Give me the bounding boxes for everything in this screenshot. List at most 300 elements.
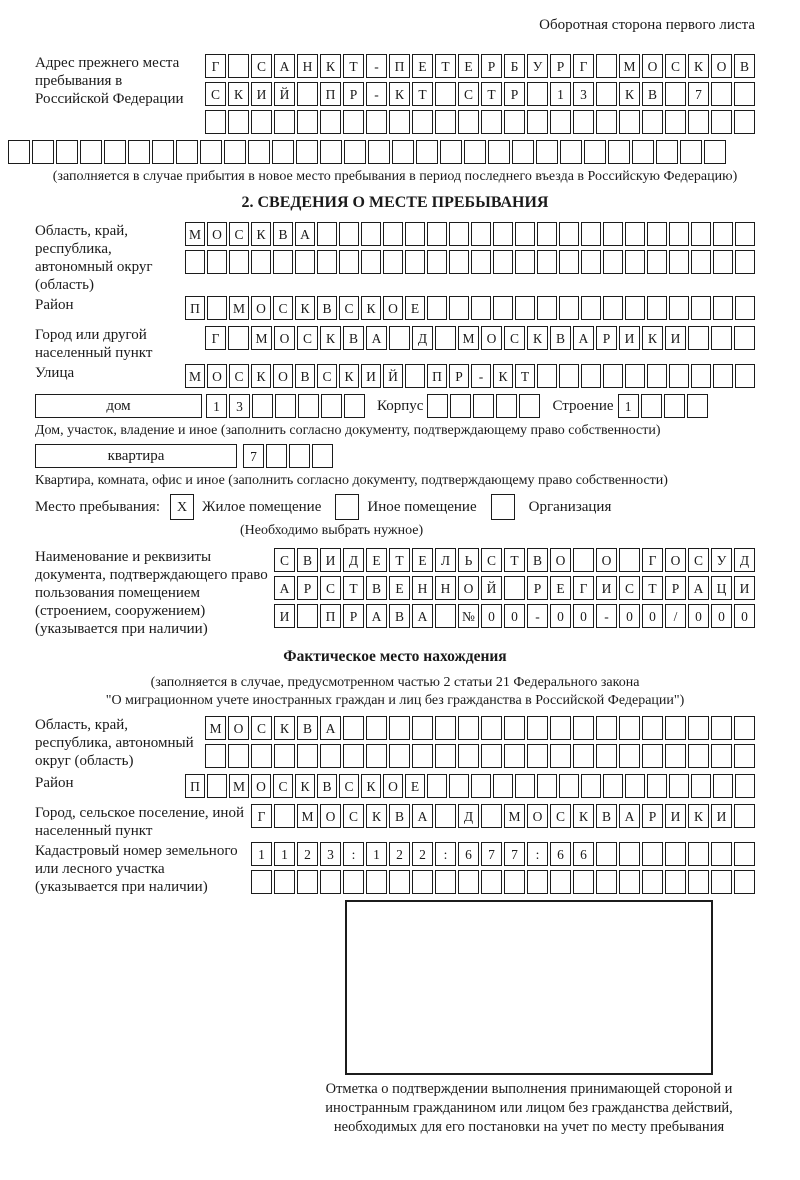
char-cell[interactable]: С (550, 804, 571, 828)
char-cell[interactable] (581, 222, 601, 246)
char-cell[interactable]: К (274, 716, 295, 740)
char-cell[interactable] (550, 110, 571, 134)
char-cell[interactable] (559, 364, 579, 388)
char-cell[interactable]: А (366, 326, 387, 350)
char-cell[interactable]: К (527, 326, 548, 350)
char-cell[interactable]: Т (642, 576, 663, 600)
char-cell[interactable] (704, 140, 726, 164)
char-cell[interactable] (656, 140, 678, 164)
char-cell[interactable]: Р (550, 54, 571, 78)
char-cell[interactable]: № (458, 604, 479, 628)
char-cell[interactable]: В (389, 604, 410, 628)
apartment-type-box[interactable]: квартира (35, 444, 237, 468)
char-cell[interactable]: А (366, 604, 387, 628)
char-cell[interactable] (581, 296, 601, 320)
char-cell[interactable]: О (383, 296, 403, 320)
char-cell[interactable] (317, 222, 337, 246)
char-cell[interactable]: С (273, 296, 293, 320)
char-cell[interactable] (343, 716, 364, 740)
char-cell[interactable]: 1 (206, 394, 227, 418)
char-cell[interactable]: П (185, 774, 205, 798)
char-cell[interactable]: К (320, 326, 341, 350)
char-cell[interactable] (383, 250, 403, 274)
char-cell[interactable] (735, 250, 755, 274)
char-cell[interactable] (405, 364, 425, 388)
char-cell[interactable]: В (343, 326, 364, 350)
char-cell[interactable]: 0 (504, 604, 525, 628)
char-cell[interactable]: К (295, 774, 315, 798)
char-cell[interactable]: 0 (481, 604, 502, 628)
char-cell[interactable] (537, 364, 557, 388)
char-cell[interactable]: Н (297, 54, 318, 78)
char-cell[interactable]: 3 (229, 394, 250, 418)
char-cell[interactable] (734, 804, 755, 828)
char-cell[interactable]: О (550, 548, 571, 572)
char-cell[interactable]: Н (412, 576, 433, 600)
char-cell[interactable] (619, 716, 640, 740)
char-cell[interactable] (688, 716, 709, 740)
char-cell[interactable] (450, 394, 471, 418)
char-cell[interactable] (647, 296, 667, 320)
char-cell[interactable] (669, 222, 689, 246)
char-cell[interactable]: Г (573, 54, 594, 78)
char-cell[interactable]: 1 (251, 842, 272, 866)
char-cell[interactable]: 3 (573, 82, 594, 106)
char-cell[interactable]: В (389, 804, 410, 828)
char-cell[interactable]: Й (274, 82, 295, 106)
char-cell[interactable] (573, 110, 594, 134)
char-cell[interactable] (504, 716, 525, 740)
char-cell[interactable]: Р (481, 54, 502, 78)
char-cell[interactable] (297, 744, 318, 768)
char-cell[interactable] (559, 222, 579, 246)
char-cell[interactable]: А (274, 576, 295, 600)
char-cell[interactable] (471, 250, 491, 274)
char-cell[interactable]: М (185, 222, 205, 246)
char-cell[interactable]: О (665, 548, 686, 572)
char-cell[interactable]: В (642, 82, 663, 106)
char-cell[interactable] (266, 444, 287, 468)
char-cell[interactable] (361, 250, 381, 274)
char-cell[interactable]: К (320, 54, 341, 78)
char-cell[interactable]: А (295, 222, 315, 246)
char-cell[interactable] (713, 250, 733, 274)
char-cell[interactable] (449, 222, 469, 246)
char-cell[interactable] (711, 326, 732, 350)
char-cell[interactable]: С (339, 296, 359, 320)
char-cell[interactable]: И (361, 364, 381, 388)
char-cell[interactable]: В (550, 326, 571, 350)
char-cell[interactable]: Д (412, 326, 433, 350)
char-cell[interactable]: В (596, 804, 617, 828)
char-cell[interactable]: В (366, 576, 387, 600)
char-cell[interactable]: М (251, 326, 272, 350)
char-cell[interactable] (435, 326, 456, 350)
char-cell[interactable] (412, 870, 433, 894)
char-cell[interactable] (711, 744, 732, 768)
char-cell[interactable] (458, 744, 479, 768)
char-cell[interactable]: К (295, 296, 315, 320)
char-cell[interactable] (573, 548, 594, 572)
char-cell[interactable] (205, 744, 226, 768)
char-cell[interactable]: О (274, 326, 295, 350)
char-cell[interactable] (711, 870, 732, 894)
char-cell[interactable] (669, 250, 689, 274)
char-cell[interactable]: Й (383, 364, 403, 388)
char-cell[interactable] (366, 744, 387, 768)
char-cell[interactable] (734, 326, 755, 350)
char-cell[interactable]: С (619, 576, 640, 600)
char-cell[interactable] (435, 110, 456, 134)
char-cell[interactable] (537, 774, 557, 798)
char-cell[interactable] (625, 774, 645, 798)
char-cell[interactable] (711, 716, 732, 740)
char-cell[interactable]: С (205, 82, 226, 106)
char-cell[interactable]: У (711, 548, 732, 572)
char-cell[interactable] (619, 744, 640, 768)
char-cell[interactable]: Р (449, 364, 469, 388)
char-cell[interactable] (481, 804, 502, 828)
char-cell[interactable] (559, 774, 579, 798)
char-cell[interactable] (389, 716, 410, 740)
char-cell[interactable] (298, 394, 319, 418)
char-cell[interactable]: В (317, 296, 337, 320)
char-cell[interactable] (458, 110, 479, 134)
char-cell[interactable]: Т (515, 364, 535, 388)
char-cell[interactable] (228, 110, 249, 134)
char-cell[interactable]: М (458, 326, 479, 350)
char-cell[interactable] (416, 140, 438, 164)
char-cell[interactable]: 6 (550, 842, 571, 866)
char-cell[interactable] (537, 222, 557, 246)
char-cell[interactable] (691, 296, 711, 320)
char-cell[interactable] (344, 394, 365, 418)
char-cell[interactable] (550, 744, 571, 768)
char-cell[interactable]: К (389, 82, 410, 106)
char-cell[interactable]: - (366, 82, 387, 106)
char-cell[interactable] (734, 82, 755, 106)
char-cell[interactable] (435, 82, 456, 106)
char-cell[interactable]: И (734, 576, 755, 600)
char-cell[interactable] (669, 364, 689, 388)
char-cell[interactable] (734, 716, 755, 740)
char-cell[interactable]: - (527, 604, 548, 628)
char-cell[interactable] (435, 716, 456, 740)
char-cell[interactable] (471, 774, 491, 798)
char-cell[interactable]: Р (642, 804, 663, 828)
char-cell[interactable]: О (228, 716, 249, 740)
char-cell[interactable]: С (665, 54, 686, 78)
char-cell[interactable]: Л (435, 548, 456, 572)
char-cell[interactable]: - (471, 364, 491, 388)
char-cell[interactable]: М (504, 804, 525, 828)
char-cell[interactable]: С (251, 716, 272, 740)
char-cell[interactable] (711, 110, 732, 134)
char-cell[interactable] (647, 250, 667, 274)
char-cell[interactable]: С (317, 364, 337, 388)
char-cell[interactable]: Ц (711, 576, 732, 600)
char-cell[interactable]: С (274, 548, 295, 572)
char-cell[interactable] (297, 870, 318, 894)
char-cell[interactable] (228, 744, 249, 768)
checkbox-organization[interactable] (491, 494, 515, 520)
char-cell[interactable]: В (297, 548, 318, 572)
char-cell[interactable] (687, 394, 708, 418)
char-cell[interactable]: К (339, 364, 359, 388)
char-cell[interactable] (228, 54, 249, 78)
char-cell[interactable]: Б (504, 54, 525, 78)
char-cell[interactable]: О (207, 364, 227, 388)
char-cell[interactable]: Р (596, 326, 617, 350)
char-cell[interactable] (665, 82, 686, 106)
char-cell[interactable] (228, 326, 249, 350)
char-cell[interactable] (473, 394, 494, 418)
char-cell[interactable]: Е (412, 548, 433, 572)
char-cell[interactable] (573, 744, 594, 768)
char-cell[interactable] (632, 140, 654, 164)
char-cell[interactable]: С (688, 548, 709, 572)
char-cell[interactable] (366, 870, 387, 894)
char-cell[interactable] (664, 394, 685, 418)
char-cell[interactable]: К (251, 364, 271, 388)
char-cell[interactable]: О (273, 364, 293, 388)
char-cell[interactable]: К (251, 222, 271, 246)
char-cell[interactable]: К (619, 82, 640, 106)
char-cell[interactable] (343, 870, 364, 894)
char-cell[interactable] (32, 140, 54, 164)
char-cell[interactable]: Е (366, 548, 387, 572)
char-cell[interactable]: 2 (297, 842, 318, 866)
char-cell[interactable] (596, 54, 617, 78)
char-cell[interactable]: Н (435, 576, 456, 600)
char-cell[interactable]: 0 (734, 604, 755, 628)
char-cell[interactable] (274, 110, 295, 134)
char-cell[interactable]: 7 (243, 444, 264, 468)
char-cell[interactable] (596, 744, 617, 768)
char-cell[interactable] (581, 250, 601, 274)
char-cell[interactable] (603, 774, 623, 798)
char-cell[interactable] (471, 222, 491, 246)
char-cell[interactable] (297, 110, 318, 134)
char-cell[interactable] (647, 364, 667, 388)
char-cell[interactable]: М (229, 296, 249, 320)
char-cell[interactable] (711, 842, 732, 866)
char-cell[interactable]: Е (405, 774, 425, 798)
char-cell[interactable] (296, 140, 318, 164)
char-cell[interactable] (224, 140, 246, 164)
char-cell[interactable] (711, 82, 732, 106)
char-cell[interactable] (412, 744, 433, 768)
char-cell[interactable]: С (320, 576, 341, 600)
char-cell[interactable] (320, 110, 341, 134)
char-cell[interactable] (435, 604, 456, 628)
char-cell[interactable]: Т (481, 82, 502, 106)
char-cell[interactable] (688, 744, 709, 768)
char-cell[interactable] (735, 222, 755, 246)
char-cell[interactable] (512, 140, 534, 164)
char-cell[interactable] (596, 870, 617, 894)
char-cell[interactable] (625, 296, 645, 320)
char-cell[interactable] (366, 110, 387, 134)
char-cell[interactable] (366, 716, 387, 740)
char-cell[interactable] (320, 870, 341, 894)
char-cell[interactable]: О (642, 54, 663, 78)
char-cell[interactable]: Г (205, 54, 226, 78)
char-cell[interactable] (274, 744, 295, 768)
char-cell[interactable]: С (273, 774, 293, 798)
char-cell[interactable] (642, 110, 663, 134)
char-cell[interactable] (642, 744, 663, 768)
char-cell[interactable]: И (596, 576, 617, 600)
char-cell[interactable]: П (389, 54, 410, 78)
char-cell[interactable] (427, 774, 447, 798)
char-cell[interactable] (688, 842, 709, 866)
char-cell[interactable] (464, 140, 486, 164)
char-cell[interactable] (688, 110, 709, 134)
char-cell[interactable]: Т (389, 548, 410, 572)
char-cell[interactable]: И (665, 804, 686, 828)
char-cell[interactable] (251, 110, 272, 134)
char-cell[interactable] (527, 744, 548, 768)
char-cell[interactable] (412, 716, 433, 740)
char-cell[interactable]: Е (405, 296, 425, 320)
char-cell[interactable]: А (619, 804, 640, 828)
char-cell[interactable] (493, 774, 513, 798)
char-cell[interactable]: Г (251, 804, 272, 828)
char-cell[interactable] (734, 744, 755, 768)
char-cell[interactable]: 0 (711, 604, 732, 628)
char-cell[interactable]: С (297, 326, 318, 350)
char-cell[interactable] (625, 250, 645, 274)
char-cell[interactable]: Р (343, 82, 364, 106)
char-cell[interactable] (207, 250, 227, 274)
char-cell[interactable] (389, 326, 410, 350)
char-cell[interactable] (339, 250, 359, 274)
char-cell[interactable]: И (711, 804, 732, 828)
char-cell[interactable] (527, 82, 548, 106)
char-cell[interactable] (458, 870, 479, 894)
char-cell[interactable]: М (297, 804, 318, 828)
char-cell[interactable] (504, 110, 525, 134)
char-cell[interactable] (691, 774, 711, 798)
char-cell[interactable]: М (185, 364, 205, 388)
char-cell[interactable] (584, 140, 606, 164)
char-cell[interactable]: М (619, 54, 640, 78)
char-cell[interactable] (560, 140, 582, 164)
char-cell[interactable]: Й (481, 576, 502, 600)
char-cell[interactable]: В (734, 54, 755, 78)
char-cell[interactable] (603, 250, 623, 274)
char-cell[interactable]: 1 (274, 842, 295, 866)
char-cell[interactable] (435, 744, 456, 768)
char-cell[interactable] (128, 140, 150, 164)
char-cell[interactable] (647, 222, 667, 246)
char-cell[interactable]: Т (435, 54, 456, 78)
char-cell[interactable]: К (642, 326, 663, 350)
char-cell[interactable] (665, 744, 686, 768)
char-cell[interactable] (427, 250, 447, 274)
char-cell[interactable] (389, 870, 410, 894)
char-cell[interactable]: Р (297, 576, 318, 600)
char-cell[interactable]: О (596, 548, 617, 572)
char-cell[interactable]: С (339, 774, 359, 798)
char-cell[interactable]: Т (412, 82, 433, 106)
char-cell[interactable] (713, 296, 733, 320)
char-cell[interactable] (274, 804, 295, 828)
char-cell[interactable]: Р (665, 576, 686, 600)
char-cell[interactable] (619, 110, 640, 134)
char-cell[interactable] (596, 842, 617, 866)
char-cell[interactable]: Д (343, 548, 364, 572)
char-cell[interactable] (735, 296, 755, 320)
char-cell[interactable] (56, 140, 78, 164)
char-cell[interactable] (596, 82, 617, 106)
char-cell[interactable] (312, 444, 333, 468)
char-cell[interactable] (496, 394, 517, 418)
char-cell[interactable]: И (320, 548, 341, 572)
char-cell[interactable] (559, 296, 579, 320)
char-cell[interactable] (392, 140, 414, 164)
char-cell[interactable]: 0 (550, 604, 571, 628)
char-cell[interactable] (272, 140, 294, 164)
char-cell[interactable] (320, 744, 341, 768)
char-cell[interactable]: А (688, 576, 709, 600)
char-cell[interactable] (471, 296, 491, 320)
char-cell[interactable]: О (711, 54, 732, 78)
char-cell[interactable]: Д (734, 548, 755, 572)
char-cell[interactable] (488, 140, 510, 164)
char-cell[interactable] (665, 716, 686, 740)
char-cell[interactable] (734, 110, 755, 134)
checkbox-other-premises[interactable] (335, 494, 359, 520)
char-cell[interactable] (515, 250, 535, 274)
char-cell[interactable] (642, 870, 663, 894)
char-cell[interactable] (251, 870, 272, 894)
char-cell[interactable] (176, 140, 198, 164)
char-cell[interactable]: Е (458, 54, 479, 78)
char-cell[interactable]: 7 (504, 842, 525, 866)
char-cell[interactable]: Р (504, 82, 525, 106)
char-cell[interactable] (295, 250, 315, 274)
char-cell[interactable] (680, 140, 702, 164)
char-cell[interactable]: А (412, 604, 433, 628)
char-cell[interactable] (321, 394, 342, 418)
char-cell[interactable] (252, 394, 273, 418)
char-cell[interactable] (691, 364, 711, 388)
char-cell[interactable] (603, 364, 623, 388)
char-cell[interactable]: 0 (688, 604, 709, 628)
char-cell[interactable]: О (383, 774, 403, 798)
char-cell[interactable] (669, 774, 689, 798)
char-cell[interactable] (642, 716, 663, 740)
char-cell[interactable]: Т (343, 54, 364, 78)
char-cell[interactable]: С (251, 54, 272, 78)
char-cell[interactable] (185, 250, 205, 274)
char-cell[interactable] (608, 140, 630, 164)
char-cell[interactable] (273, 250, 293, 274)
char-cell[interactable]: 6 (573, 842, 594, 866)
char-cell[interactable] (527, 870, 548, 894)
char-cell[interactable] (603, 222, 623, 246)
char-cell[interactable] (550, 716, 571, 740)
char-cell[interactable] (481, 870, 502, 894)
char-cell[interactable] (619, 870, 640, 894)
char-cell[interactable] (665, 110, 686, 134)
char-cell[interactable] (734, 870, 755, 894)
char-cell[interactable] (647, 774, 667, 798)
char-cell[interactable] (104, 140, 126, 164)
char-cell[interactable] (361, 222, 381, 246)
